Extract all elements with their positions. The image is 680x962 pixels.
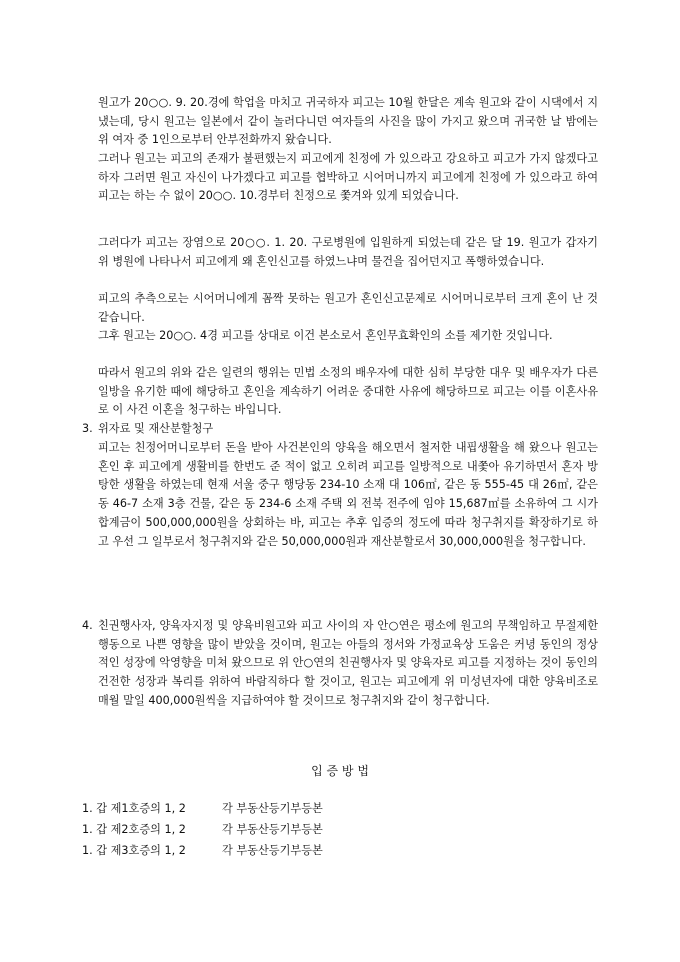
evidence-item-label: 1. 갑 제2호증의 1, 2 [82,823,186,836]
paragraph-return-from-abroad: 원고가 20○○. 9. 20.경에 학업을 마치고 귀국하자 피고는 10월 한달은 계속 원고와 같이 시댁에서 지냈는데, 당시 원고는 일본에서 같이 놀러다니던 여자들의 사진을 많이 가지고 왔으며 귀국한 날 밤에는 위 여자 중 1인으로부터 안부전화까지 왔습니다. [98,96,598,147]
evidence-item-label: 1. 갑 제1호증의 1, 2 [82,802,186,815]
evidence-item-desc: 각 부동산등기부등본 [222,802,323,815]
paragraph-mother-in-law: 피고의 추측으로는 시어머니에게 꼼짝 못하는 원고가 혼인신고문제로 시어머니로부터 크게 혼이 난 것 같습니다. [98,292,598,324]
section-3-title: 위자료 및 재산분할청구 [98,422,214,435]
paragraph-annulment-suit: 그후 원고는 20○○. 4경 피고를 상대로 이건 본소로서 혼인무효확인의 소를 제기한 것입니다. [98,329,553,342]
section-4-body: 친권행사자, 양육자지정 및 양육비원고와 피고 사이의 자 안○연은 평소에 원고의 무책임하고 무절제한 행동으로 나쁜 영향을 많이 받았을 것이며, 원고는 아들의 정서와 가정교육상 도움은 커녕 동인의 정상적인 성장에 악영향을 미쳐 왔으므로 위 안○연의 친권행사자 및 양육자로 피고를 지정하는 것이 동인의 건전한 성장과 복리를 위하여 바람직하다 할 것이고, 원고는 피고에게 위 미성년자에 대한 양육비조로 매월 말일 400,000원씩을 지급하여야 할 것이므로 청구취지와 같이 청구합니다. [98,619,598,707]
evidence-item [82,800,323,818]
paragraph-hospital-assault: 그러다가 피고는 장염으로 20○○. 1. 20. 구로병원에 입원하게 되었는데 같은 달 19. 원고가 갑자기 위 병원에 나타나서 피고에게 왜 혼인신고를 하였느냐며 물건을 집어던지고 폭행하였습니다. [98,236,598,268]
evidence-heading: 입 증 방 법 [311,764,369,778]
evidence-item [82,842,323,860]
evidence-item-label: 1. 갑 제3호증의 1, 2 [82,844,186,857]
section-3-body: 피고는 친정어머니로부터 돈을 받아 사건본인의 양육을 해오면서 철저한 내핍생활을 해 왔으나 원고는 혼인 후 피고에게 생활비를 한번도 준 적이 없고 오히려 피고를 일방적으로 내쫓아 유기하면서 혼자 방탕한 생활을 하였는데 현재 서울 중구 행당동 234-10 소재 대 106㎡, 같은 동 555-45 대 26㎡, 같은 동 46-7 소재 3층 건물, 같은 동 234-6 소재 주택 외 전북 전주에 임야 15,687㎡를 소유하여 그 시가 합계금이 500,000,000원을 상회하는 바, 피고는 추후 입증의 정도에 따라 청구취지를 확장하기로 하고 우선 그 일부로서 청구취지와 같은 50,000,000원과 재산분할로서 30,000,000원을 청구합니다. [98,441,598,548]
evidence-item-desc: 각 부동산등기부등본 [222,844,323,857]
evidence-item [82,821,323,839]
section-4-number: 4. [82,619,93,632]
evidence-item-desc: 각 부동산등기부등본 [222,823,323,836]
paragraph-divorce-grounds: 따라서 원고의 위와 같은 일련의 행위는 민법 소정의 배우자에 대한 심히 부당한 대우 및 배우자가 다른 일방을 유기한 때에 해당하고 혼인을 계속하기 어려운 중대한 사유에 해당하므로 피고는 이를 이혼사유로 이 사건 이혼을 청구하는 바입니다. [98,366,598,417]
section-3-number: 3. [82,422,93,435]
paragraph-forced-to-parents: 그러나 원고는 피고의 존재가 불편했는지 피고에게 친정에 가 있으라고 강요하고 피고가 가지 않겠다고 하자 그러면 원고 자신이 나가겠다고 피고를 협박하고 시어머니까지 피고에게 친정에 가 있으라고 하여 피고는 하는 수 없이 20○○. 10.경부터 친정으로 쫓겨와 있게 되었습니다. [98,152,598,203]
